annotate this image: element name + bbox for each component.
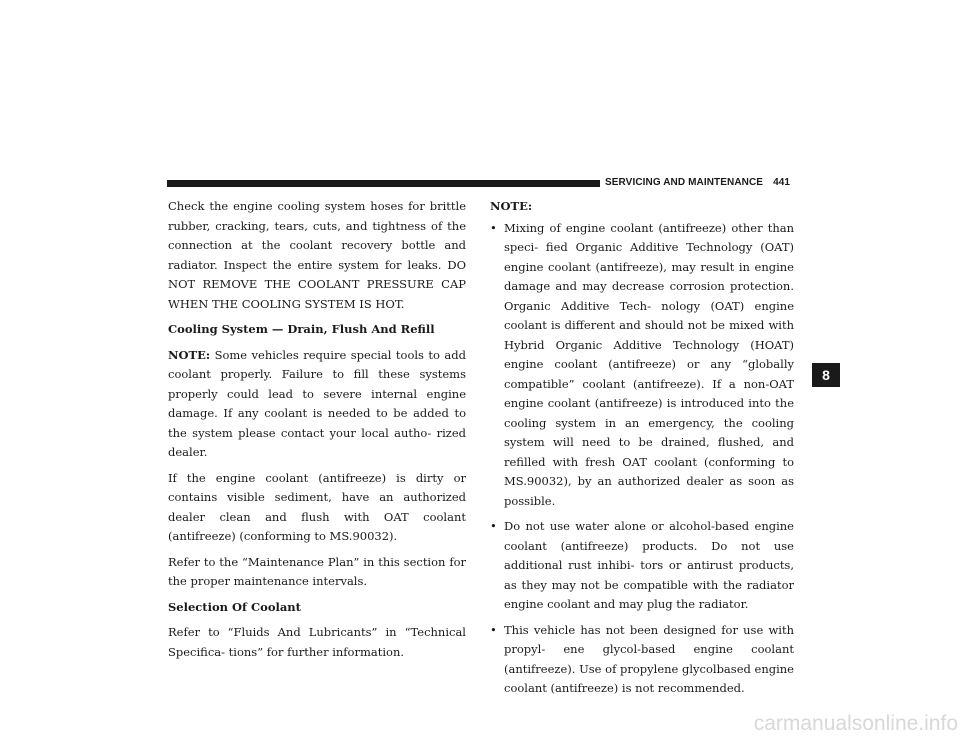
fluids-reference-paragraph: Refer to “Fluids And Lubricants” in “Technical Specifica- tions” for further information. (168, 625, 466, 659)
coolant-warnings-list (490, 219, 794, 699)
bullet-icon: • (490, 220, 497, 235)
list-item: • This vehicle has not been designed for use with propyl- ene glycol-based engine coolant (antifreeze). Use of propylene glycolbased engine coolant (antifreeze) is not recommended. (490, 622, 794, 695)
running-header (605, 177, 795, 188)
page-number: 441 (773, 177, 791, 188)
chapter-tab: 8 (812, 363, 840, 387)
list-item: • Mixing of engine coolant (antifreeze) other than speci- fied Organic Additive Technology (OAT) engine coolant (antifreeze), may result in engine damage and may decrease corrosion protection. Organic Additive Tech- nology (OAT) engine coolant is different and should not be mixed with Hybrid Organic Additive Technology (HOAT) engine coolant (antifreeze) or any “globally compatible” coolant (antifreeze). If a non-OAT engine coolant (antifreeze) is introduced into the cooling system in an emergency, the cooling system will need to be drained, flushed, and refilled with fresh OAT coolant (conforming to MS.90032), by an authorized dealer as soon as possible. (490, 220, 794, 508)
dirty-coolant-paragraph: If the engine coolant (antifreeze) is dirty or contains visible sediment, have an authorized dealer clean and flush with OAT coolant (antifreeze) (conforming to MS.90032). (168, 470, 466, 543)
right-column (490, 197, 794, 705)
hose-inspection-paragraph: Check the engine cooling system hoses for brittle rubber, cracking, tears, cuts, and tightness of the connection at the coolant recovery bottle and radiator. Inspect the entire system for leaks. DO NOT REMOVE THE COOLANT PRESSURE CAP WHEN THE COOLING SYSTEM IS HOT. (168, 199, 466, 311)
bullet-icon: • (490, 519, 497, 533)
section-title: SERVICING AND MAINTENANCE (605, 177, 764, 188)
bullet-icon: • (490, 622, 497, 637)
header-rule (167, 180, 600, 187)
note-label: NOTE: (168, 347, 211, 362)
note-text: Some vehicles require special tools to add coolant properly. Failure to fill these systems properly could lead to severe internal engine damage. If any coolant is needed to be added to the system please contact your local autho- rized dealer. (168, 347, 466, 459)
maintenance-plan-paragraph: Refer to the “Maintenance Plan” in this section for the proper maintenance intervals. (168, 554, 466, 588)
selection-of-coolant-heading: Selection Of Coolant (168, 599, 301, 614)
watermark: carmanualsonline.info (753, 712, 958, 735)
list-item: • Do not use water alone or alcohol-based engine coolant (antifreeze) products. Do not use additional rust inhibi- tors or antirust products, as they may not be compatible with the radiator engine coolant and may plug the radiator. (490, 519, 794, 611)
note-heading: NOTE: (490, 199, 533, 213)
left-column (168, 197, 466, 668)
drain-flush-refill-heading: Cooling System — Drain, Flush And Refill (168, 322, 435, 336)
special-tools-note (168, 346, 466, 463)
